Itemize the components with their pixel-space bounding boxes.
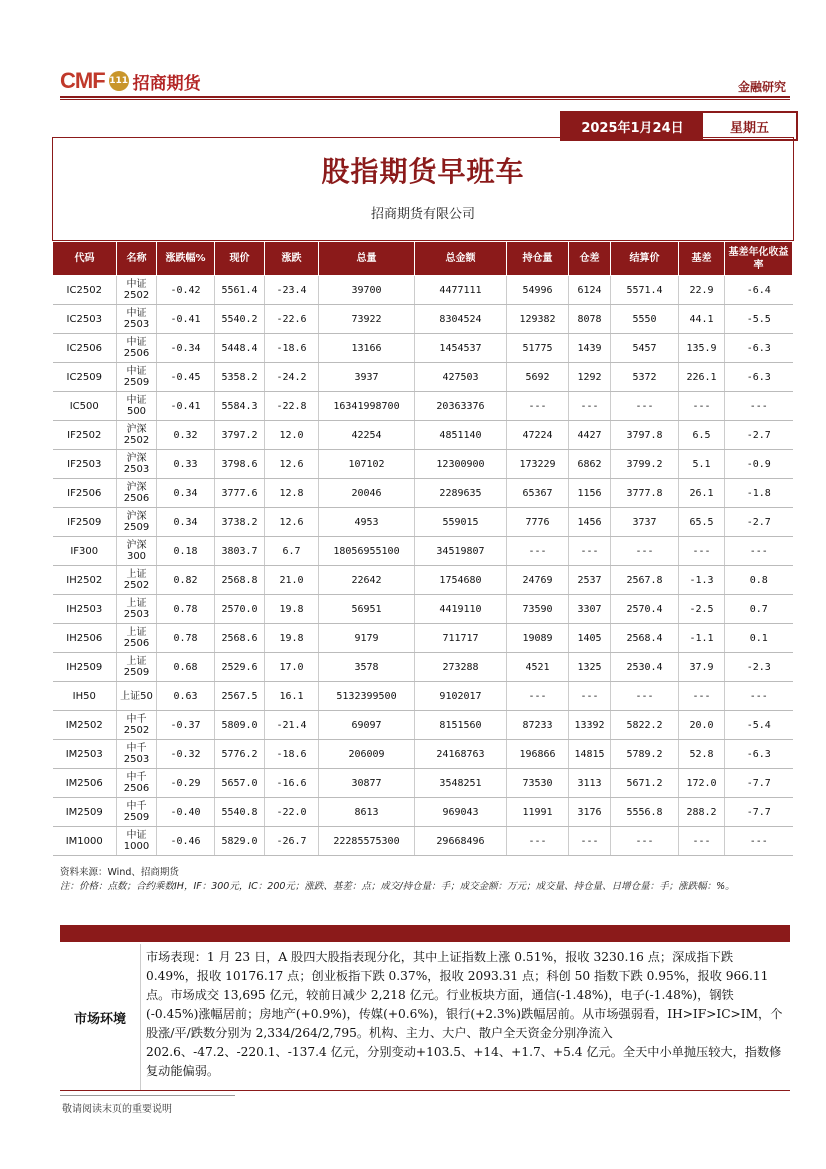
table-cell: IM2502	[53, 711, 117, 740]
table-cell: 12.0	[265, 421, 319, 450]
page-subtitle: 招商期货有限公司	[370, 207, 475, 222]
table-cell: -23.4	[265, 276, 319, 305]
table-cell: IM2509	[53, 798, 117, 827]
column-header: 代码	[53, 242, 117, 276]
table-cell: 0.7	[725, 595, 793, 624]
table-row	[53, 334, 793, 363]
header-section-label: 金融研究	[737, 80, 786, 94]
table-cell: 0.82	[157, 566, 215, 595]
table-cell: 30877	[319, 769, 415, 798]
table-cell: IM1000	[53, 827, 117, 856]
table-cell: -26.7	[265, 827, 319, 856]
column-header: 结算价	[611, 242, 679, 276]
table-cell: ---	[725, 537, 793, 566]
table-cell: ---	[569, 537, 611, 566]
table-cell: 中证2502	[117, 276, 157, 305]
table-cell: 沪深2506	[117, 479, 157, 508]
table-row	[53, 479, 793, 508]
table-row	[53, 711, 793, 740]
table-cell: 12.6	[265, 450, 319, 479]
table-cell: ---	[611, 682, 679, 711]
table-cell: 2530.4	[611, 653, 679, 682]
table-cell: 3307	[569, 595, 611, 624]
table-cell: 0.63	[157, 682, 215, 711]
table-cell: ---	[679, 827, 725, 856]
table-cell: 69097	[319, 711, 415, 740]
table-cell: -1.1	[679, 624, 725, 653]
table-cell: 7776	[507, 508, 569, 537]
table-cell: 中证2503	[117, 305, 157, 334]
table-cell: 20.0	[679, 711, 725, 740]
table-cell: 37.9	[679, 653, 725, 682]
table-cell: 0.18	[157, 537, 215, 566]
table-cell: 5657.0	[215, 769, 265, 798]
table-cell: 12.8	[265, 479, 319, 508]
table-cell: 0.78	[157, 624, 215, 653]
table-cell: 5540.2	[215, 305, 265, 334]
table-cell: 14815	[569, 740, 611, 769]
table-cell: 2568.8	[215, 566, 265, 595]
table-cell: 18056955100	[319, 537, 415, 566]
table-cell: ---	[679, 682, 725, 711]
table-cell: 21.0	[265, 566, 319, 595]
table-cell: ---	[569, 827, 611, 856]
table-cell: 4419110	[415, 595, 507, 624]
table-cell: 65.5	[679, 508, 725, 537]
table-cell: 上证2502	[117, 566, 157, 595]
table-cell: IM2503	[53, 740, 117, 769]
section-band	[60, 925, 790, 942]
table-cell: 沪深2502	[117, 421, 157, 450]
table-cell: 4427	[569, 421, 611, 450]
footer-disclaimer: 敬请阅读末页的重要说明	[62, 1104, 172, 1115]
column-header: 涨跌	[265, 242, 319, 276]
table-cell: 5561.4	[215, 276, 265, 305]
table-cell: 2289635	[415, 479, 507, 508]
table-cell: 22.9	[679, 276, 725, 305]
table-cell: 129382	[507, 305, 569, 334]
table-cell: ---	[725, 682, 793, 711]
table-cell: 8304524	[415, 305, 507, 334]
table-cell: -0.46	[157, 827, 215, 856]
table-cell: 19.8	[265, 624, 319, 653]
table-cell: ---	[507, 827, 569, 856]
source-note: 资料来源：Wind、招商期货	[60, 867, 179, 878]
table-cell: 8613	[319, 798, 415, 827]
table-cell: 5358.2	[215, 363, 265, 392]
table-cell: 13166	[319, 334, 415, 363]
table-row	[53, 421, 793, 450]
table-cell: 5556.8	[611, 798, 679, 827]
table-cell: 206009	[319, 740, 415, 769]
table-cell: 54996	[507, 276, 569, 305]
table-cell: 172.0	[679, 769, 725, 798]
table-cell: -0.45	[157, 363, 215, 392]
table-row	[53, 595, 793, 624]
table-cell: 5132399500	[319, 682, 415, 711]
table-cell: 29668496	[415, 827, 507, 856]
table-cell: ---	[679, 392, 725, 421]
table-cell: 3738.2	[215, 508, 265, 537]
table-cell: 559015	[415, 508, 507, 537]
table-cell: 226.1	[679, 363, 725, 392]
table-cell: -0.32	[157, 740, 215, 769]
table-header-row	[53, 242, 793, 276]
table-cell: 51775	[507, 334, 569, 363]
table-cell: IF300	[53, 537, 117, 566]
table-row	[53, 392, 793, 421]
table-cell: 6862	[569, 450, 611, 479]
table-cell: 16.1	[265, 682, 319, 711]
table-cell: -7.7	[725, 769, 793, 798]
table-row	[53, 740, 793, 769]
table-cell: 9102017	[415, 682, 507, 711]
table-row	[53, 537, 793, 566]
table-cell: 1325	[569, 653, 611, 682]
table-cell: 969043	[415, 798, 507, 827]
table-row	[53, 798, 793, 827]
table-cell: IH2509	[53, 653, 117, 682]
table-cell: 5822.2	[611, 711, 679, 740]
table-cell: ---	[569, 392, 611, 421]
table-cell: -24.2	[265, 363, 319, 392]
table-cell: 42254	[319, 421, 415, 450]
table-cell: -2.3	[725, 653, 793, 682]
market-section-divider	[140, 944, 141, 1090]
table-cell: 12.6	[265, 508, 319, 537]
table-cell: 56951	[319, 595, 415, 624]
table-cell: 1405	[569, 624, 611, 653]
table-cell: 24168763	[415, 740, 507, 769]
table-cell: -6.3	[725, 363, 793, 392]
table-cell: 34519807	[415, 537, 507, 566]
table-cell: 5571.4	[611, 276, 679, 305]
table-row	[53, 305, 793, 334]
column-header: 总量	[319, 242, 415, 276]
table-cell: 12300900	[415, 450, 507, 479]
table-cell: -0.41	[157, 392, 215, 421]
futures-table	[52, 241, 793, 856]
table-row	[53, 653, 793, 682]
table-row	[53, 363, 793, 392]
table-cell: -0.34	[157, 334, 215, 363]
table-cell: -0.42	[157, 276, 215, 305]
title-box	[52, 137, 794, 241]
column-header: 基差	[679, 242, 725, 276]
table-cell: 5457	[611, 334, 679, 363]
table-cell: 0.32	[157, 421, 215, 450]
table-cell: ---	[611, 392, 679, 421]
table-cell: 52.8	[679, 740, 725, 769]
column-header: 基差年化收益率	[725, 242, 793, 276]
table-cell: IC2509	[53, 363, 117, 392]
table-cell: 3737	[611, 508, 679, 537]
table-cell: 3578	[319, 653, 415, 682]
table-cell: 中千2502	[117, 711, 157, 740]
table-cell: 22642	[319, 566, 415, 595]
company-logo	[60, 66, 220, 96]
table-cell: -22.6	[265, 305, 319, 334]
table-cell: 47224	[507, 421, 569, 450]
table-cell: -5.4	[725, 711, 793, 740]
table-cell: 1292	[569, 363, 611, 392]
footer-divider	[60, 1095, 235, 1096]
header-divider	[60, 96, 790, 98]
table-cell: 中千2503	[117, 740, 157, 769]
table-cell: 44.1	[679, 305, 725, 334]
table-cell: IH2503	[53, 595, 117, 624]
table-cell: IC2502	[53, 276, 117, 305]
table-cell: ---	[611, 827, 679, 856]
table-cell: 中证2509	[117, 363, 157, 392]
table-cell: 17.0	[265, 653, 319, 682]
table-cell: 8151560	[415, 711, 507, 740]
table-cell: 上证2506	[117, 624, 157, 653]
table-cell: 26.1	[679, 479, 725, 508]
table-cell: -0.41	[157, 305, 215, 334]
table-cell: IF2503	[53, 450, 117, 479]
table-cell: 3176	[569, 798, 611, 827]
table-cell: ---	[507, 392, 569, 421]
table-cell: ---	[679, 537, 725, 566]
table-cell: -22.0	[265, 798, 319, 827]
table-cell: IF2506	[53, 479, 117, 508]
table-cell: 上证2509	[117, 653, 157, 682]
units-note: 注：价格：点数；合约乘数IH，IF：300元，IC：200元；涨跌、基差：点；成交/持仓量：手；成交金额：万元；成交量、持仓量、日增仓量：手；涨跌幅：%。	[60, 881, 735, 892]
table-cell: 87233	[507, 711, 569, 740]
table-cell: 1754680	[415, 566, 507, 595]
table-row	[53, 566, 793, 595]
table-row	[53, 508, 793, 537]
table-cell: IH2502	[53, 566, 117, 595]
table-cell: 沪深300	[117, 537, 157, 566]
table-cell: 3548251	[415, 769, 507, 798]
table-row	[53, 624, 793, 653]
table-cell: 273288	[415, 653, 507, 682]
table-cell: 5671.2	[611, 769, 679, 798]
table-cell: 3777.6	[215, 479, 265, 508]
table-cell: 3937	[319, 363, 415, 392]
table-cell: IF2509	[53, 508, 117, 537]
table-cell: 20046	[319, 479, 415, 508]
table-cell: 135.9	[679, 334, 725, 363]
table-cell: 73590	[507, 595, 569, 624]
table-cell: 6.7	[265, 537, 319, 566]
table-cell: 3799.2	[611, 450, 679, 479]
table-cell: ---	[569, 682, 611, 711]
table-cell: -6.3	[725, 334, 793, 363]
logo-chinese-name: 招商期货	[132, 73, 201, 94]
table-cell: 5789.2	[611, 740, 679, 769]
table-cell: 13392	[569, 711, 611, 740]
table-cell: 427503	[415, 363, 507, 392]
table-cell: IH50	[53, 682, 117, 711]
table-cell: 20363376	[415, 392, 507, 421]
table-cell: 上证2503	[117, 595, 157, 624]
table-cell: 2567.8	[611, 566, 679, 595]
table-body	[53, 276, 793, 856]
table-cell: 0.33	[157, 450, 215, 479]
table-cell: 5448.4	[215, 334, 265, 363]
table-cell: IC500	[53, 392, 117, 421]
page-title: 股指期货早班车	[321, 155, 525, 188]
table-cell: 3777.8	[611, 479, 679, 508]
table-cell: 0.68	[157, 653, 215, 682]
table-cell: 2568.4	[611, 624, 679, 653]
table-cell: 4953	[319, 508, 415, 537]
table-cell: 2570.4	[611, 595, 679, 624]
table-cell: 711717	[415, 624, 507, 653]
table-cell: 沪深2509	[117, 508, 157, 537]
table-cell: 6.5	[679, 421, 725, 450]
table-cell: 5829.0	[215, 827, 265, 856]
table-cell: -21.4	[265, 711, 319, 740]
table-cell: 中证500	[117, 392, 157, 421]
table-cell: 22285575300	[319, 827, 415, 856]
table-cell: 0.1	[725, 624, 793, 653]
table-cell: 65367	[507, 479, 569, 508]
table-cell: -1.8	[725, 479, 793, 508]
table-cell: 73922	[319, 305, 415, 334]
table-cell: 3113	[569, 769, 611, 798]
report-date: 2025年1月24日	[562, 113, 703, 139]
table-cell: -2.5	[679, 595, 725, 624]
table-cell: IM2506	[53, 769, 117, 798]
table-cell: 1439	[569, 334, 611, 363]
table-cell: IC2503	[53, 305, 117, 334]
table-cell: 2568.6	[215, 624, 265, 653]
table-cell: -6.4	[725, 276, 793, 305]
table-notes	[60, 866, 790, 894]
table-cell: IH2506	[53, 624, 117, 653]
table-cell: -2.7	[725, 508, 793, 537]
table-cell: -1.3	[679, 566, 725, 595]
table-cell: 5550	[611, 305, 679, 334]
table-cell: -0.40	[157, 798, 215, 827]
table-cell: ---	[507, 682, 569, 711]
table-cell: ---	[725, 392, 793, 421]
table-cell: 16341998700	[319, 392, 415, 421]
table-cell: 19.8	[265, 595, 319, 624]
table-cell: 5776.2	[215, 740, 265, 769]
column-header: 总金额	[415, 242, 507, 276]
table-cell: 4521	[507, 653, 569, 682]
table-cell: 73530	[507, 769, 569, 798]
table-row	[53, 450, 793, 479]
table-cell: 3797.8	[611, 421, 679, 450]
table-cell: -22.8	[265, 392, 319, 421]
table-cell: 5540.8	[215, 798, 265, 827]
table-cell: 沪深2503	[117, 450, 157, 479]
table-cell: -6.3	[725, 740, 793, 769]
table-cell: 0.34	[157, 479, 215, 508]
table-cell: -7.7	[725, 798, 793, 827]
header-divider-thin	[60, 99, 790, 100]
table-cell: 5692	[507, 363, 569, 392]
table-cell: ---	[611, 537, 679, 566]
table-cell: 0.78	[157, 595, 215, 624]
table-cell: 5372	[611, 363, 679, 392]
table-cell: 1156	[569, 479, 611, 508]
table-cell: 中千2509	[117, 798, 157, 827]
table-cell: 中证2506	[117, 334, 157, 363]
column-header: 持仓量	[507, 242, 569, 276]
table-cell: -5.5	[725, 305, 793, 334]
table-cell: 中千2506	[117, 769, 157, 798]
table-cell: 0.8	[725, 566, 793, 595]
table-cell: 2567.5	[215, 682, 265, 711]
table-cell: 5.1	[679, 450, 725, 479]
table-cell: 288.2	[679, 798, 725, 827]
table-row	[53, 769, 793, 798]
market-commentary: 市场表现：1 月 23 日，A 股四大股指表现分化，其中上证指数上涨 0.51%，报收 3230.16 点；深成指下跌 0.49%，报收 10176.17 点；创业板指下跌 0.37%，报收 2093.31 点；科创 50 指数下跌 0.95%，报收 966.11 点。市场成交 13,695 亿元，较前日减少 2,218 亿元。行业板块方面，通信(-1.48%)，电子(-1.48%)，钢铁(-0.45%)涨幅居前；房地产(+0.9%)，传媒(+0.6%)，银行(+2.3%)跌幅居前。从市场强弱看，IH>IF>IC>IM，个股涨/平/跌数分别为 2,334/264/2,795。机构、主力、大户、散户全天资金分别净流入 202.6、-47.2、-220.1、-137.4 亿元，分别变动+103.5、+14、+1.7、+5.4 亿元。全天中小单抛压较大，指数修复动能偏弱。	[146, 950, 783, 1078]
table-cell: 196866	[507, 740, 569, 769]
table-cell: -2.7	[725, 421, 793, 450]
column-header: 涨跌幅%	[157, 242, 215, 276]
table-cell: ---	[725, 827, 793, 856]
table-cell: 5584.3	[215, 392, 265, 421]
table-cell: 6124	[569, 276, 611, 305]
market-section-label: 市场环境	[73, 1011, 126, 1027]
table-cell: 0.34	[157, 508, 215, 537]
table-cell: -0.37	[157, 711, 215, 740]
table-cell: 2537	[569, 566, 611, 595]
table-cell: 173229	[507, 450, 569, 479]
table-cell: 3797.2	[215, 421, 265, 450]
table-cell: 9179	[319, 624, 415, 653]
table-cell: -18.6	[265, 334, 319, 363]
table-cell: 4851140	[415, 421, 507, 450]
logo-latin: CMF	[60, 68, 105, 93]
table-cell: 1456	[569, 508, 611, 537]
table-cell: 107102	[319, 450, 415, 479]
table-cell: -18.6	[265, 740, 319, 769]
column-header: 名称	[117, 242, 157, 276]
table-cell: 上证50	[117, 682, 157, 711]
table-cell: -16.6	[265, 769, 319, 798]
column-header: 现价	[215, 242, 265, 276]
table-cell: 1454537	[415, 334, 507, 363]
table-row	[53, 682, 793, 711]
table-cell: 2570.0	[215, 595, 265, 624]
table-cell: IF2502	[53, 421, 117, 450]
table-cell: 3803.7	[215, 537, 265, 566]
table-cell: 2529.6	[215, 653, 265, 682]
table-cell: 11991	[507, 798, 569, 827]
table-cell: 3798.6	[215, 450, 265, 479]
table-row	[53, 276, 793, 305]
table-cell: 19089	[507, 624, 569, 653]
table-cell: -0.29	[157, 769, 215, 798]
table-cell: 5809.0	[215, 711, 265, 740]
table-cell: 39700	[319, 276, 415, 305]
table-cell: 中证1000	[117, 827, 157, 856]
report-weekday: 星期五	[729, 120, 769, 136]
table-row	[53, 827, 793, 856]
table-cell: 8078	[569, 305, 611, 334]
table-cell: ---	[507, 537, 569, 566]
table-cell: -0.9	[725, 450, 793, 479]
table-cell: IC2506	[53, 334, 117, 363]
table-cell: 4477111	[415, 276, 507, 305]
logo-badge-icon: 111	[109, 71, 129, 91]
column-header: 仓差	[569, 242, 611, 276]
table-cell: 24769	[507, 566, 569, 595]
